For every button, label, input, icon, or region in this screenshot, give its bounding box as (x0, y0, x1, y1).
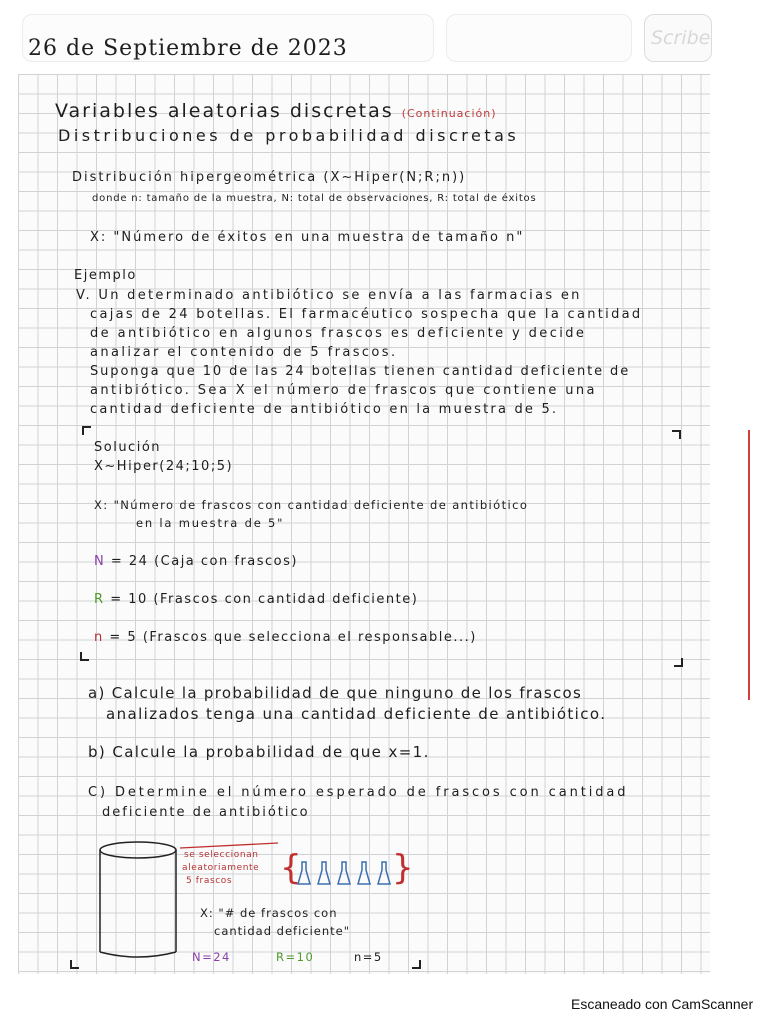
question-c-line2: deficiente de antibiótico (102, 805, 310, 820)
definition-where: donde n: tamaño de la muestra, N: total de observaciones, R: total de éxitos (92, 193, 537, 204)
bottles-drawing (296, 858, 392, 888)
param-n (94, 630, 477, 645)
param-N-label: N (94, 554, 106, 569)
diagram-variable-line1: X: "# de frascos con (200, 906, 338, 920)
param-N-text: = 24 (Caja con frascos) (110, 554, 298, 569)
example-line: cantidad deficiente de antibiótico en la muestra de 5. (90, 402, 559, 417)
main-title-text: Variables aleatorias discretas (55, 100, 394, 122)
question-a-line2: analizados tenga una cantidad deficiente de antibiótico. (106, 705, 607, 723)
param-N (94, 554, 298, 569)
left-brace: { (280, 848, 302, 888)
definition-variable: X: "Número de éxitos en una muestra de tamaño n" (90, 230, 525, 245)
param-R (94, 592, 418, 607)
header-band (0, 0, 768, 74)
question-b: b) Calcule la probabilidad de que x=1. (88, 743, 430, 761)
blank-box (446, 14, 632, 62)
diagram-variable-line2: cantidad deficiente" (214, 924, 351, 938)
example-line: de antibiótico en algunos frascos es deficiente y decide (90, 326, 587, 341)
box-cylinder-drawing (96, 838, 186, 964)
subject-placeholder: Scribe (651, 27, 711, 49)
param-R-text: = 10 (Frascos con cantidad deficiente) (110, 592, 419, 607)
diagram-note2: aleatoriamente (182, 863, 260, 873)
example-line: Suponga que 10 de las 24 botellas tienen cantidad deficiente de (90, 364, 631, 379)
diagram-note1: se seleccionan (184, 850, 259, 860)
subject-box (644, 14, 712, 62)
corner-mark (674, 658, 683, 667)
subtitle: Distribuciones de probabilidad discretas (58, 126, 520, 145)
solution-variable-line2: en la muestra de 5" (136, 516, 285, 530)
continuation-note: (Continuación) (401, 107, 497, 120)
question-a-line1: a) Calcule la probabilidad de que ninguno de los frascos (88, 684, 583, 702)
param-n-label: n (94, 630, 104, 645)
corner-mark (672, 430, 681, 439)
solution-heading: Solución (94, 440, 162, 455)
param-R-label: R (94, 592, 105, 607)
corner-mark (82, 426, 91, 435)
date-text: 26 de Septiembre de 2023 (28, 36, 348, 61)
diagram-R: R=10 (276, 950, 315, 964)
solution-variable-line1: X: "Número de frascos con cantidad deficiente de antibiótico (94, 498, 529, 512)
corner-mark (80, 652, 89, 661)
definition-heading: Distribución hipergeométrica (X~Hiper(N;R;n)) (72, 170, 467, 185)
example-line: antibiótico. Sea X el número de frascos que contiene una (90, 383, 597, 398)
camscanner-watermark: Escaneado con CamScanner (571, 996, 754, 1012)
diagram-note3: 5 frascos (186, 876, 233, 886)
example-heading: Ejemplo (74, 268, 137, 283)
example-line: analizar el contenido de 5 frascos. (90, 345, 398, 360)
solution-distribution: X~Hiper(24;10;5) (94, 459, 234, 474)
diagram-n: n=5 (354, 950, 383, 964)
corner-mark (70, 960, 79, 969)
edge-red-line (748, 430, 750, 700)
example-line: cajas de 24 botellas. El farmacéutico sospecha que la cantidad (90, 307, 643, 322)
param-n-text: = 5 (Frascos que selecciona el responsable...) (109, 630, 477, 645)
example-line: V. Un determinado antibiótico se envía a las farmacias en (76, 288, 582, 303)
right-brace: } (392, 848, 414, 888)
corner-mark (412, 960, 421, 969)
main-title (55, 100, 497, 122)
question-c-line1: C) Determine el número esperado de frascos con cantidad (88, 785, 629, 800)
diagram-N: N=24 (192, 950, 231, 964)
